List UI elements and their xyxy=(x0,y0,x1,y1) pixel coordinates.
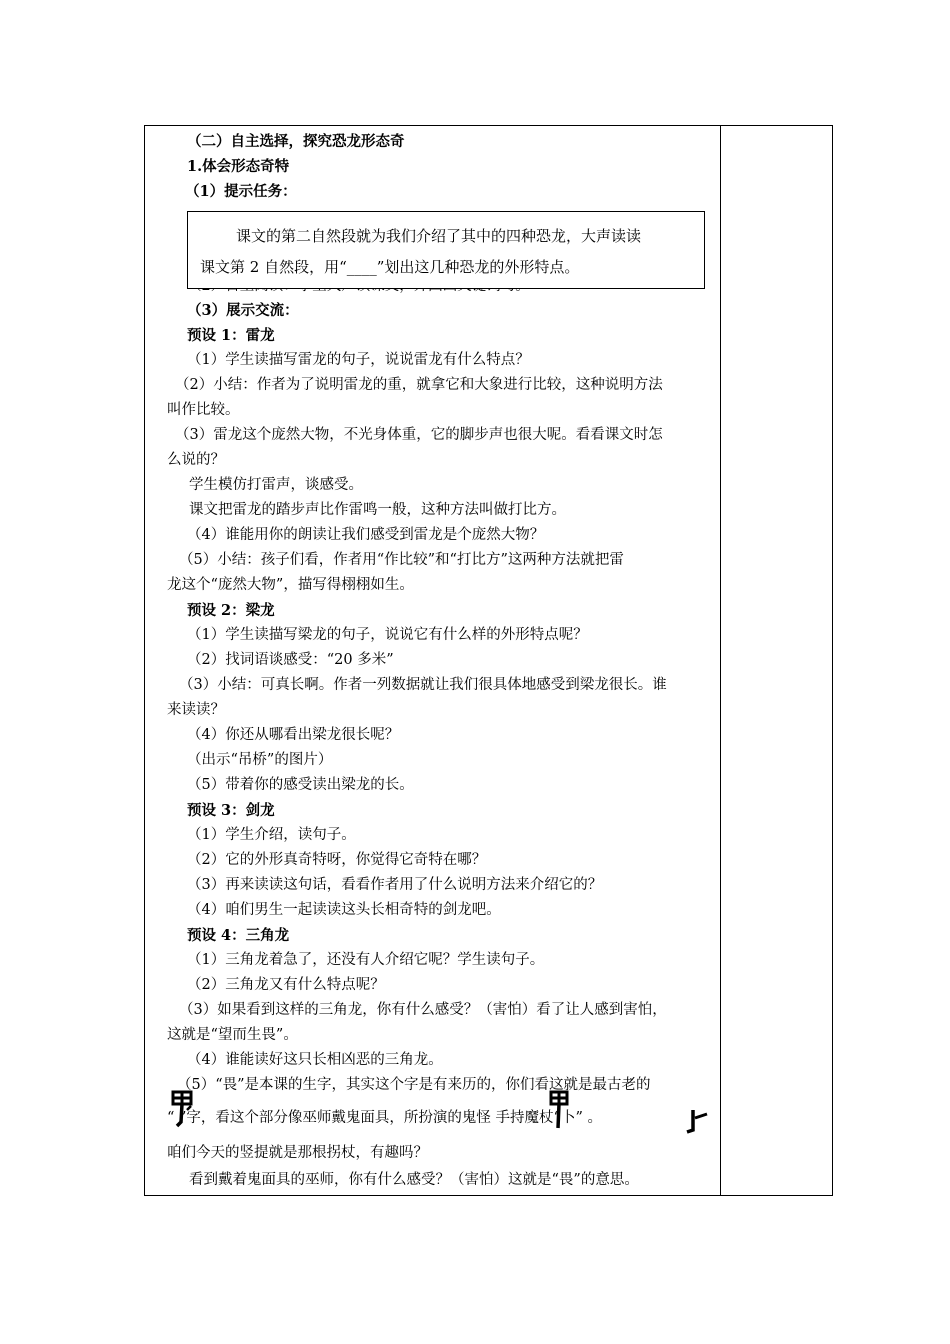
step-1-label: （1）提示任务： xyxy=(185,183,297,200)
text-line: （4）你还从哪看出梁龙很长呢？ xyxy=(187,727,400,743)
text-line: （3）再来读读这句话，看看作者用了什么说明方法来介绍它的？ xyxy=(187,877,603,893)
task-box xyxy=(187,211,705,289)
preset-heading: 预设 2：梁龙 xyxy=(187,602,275,619)
column-divider xyxy=(720,126,721,1195)
text-line: 学生模仿打雷声，谈感受。 xyxy=(189,477,363,493)
text-line: （2）找词语谈感受：“20 多米” xyxy=(187,652,394,668)
ghost-mask-glyph-icon xyxy=(547,1088,573,1132)
ancient-wei-glyph-icon xyxy=(167,1088,199,1128)
text-line: （2）小结：作者为了说明雷龙的重，就拿它和大象进行比较，这种说明方法 xyxy=(175,377,663,393)
step-3-label: （3）展示交流： xyxy=(187,302,299,319)
text-line: （1）学生读描写梁龙的句子，说说它有什么样的外形特点呢？ xyxy=(187,627,588,643)
text-line: 咱们今天的竖提就是那根拐杖，有趣吗？ xyxy=(167,1145,428,1161)
text-line: （3）如果看到这样的三角龙，你有什么感受？（害怕）看了让人感到害怕， xyxy=(179,1002,667,1018)
text-line: （4）谁能用你的朗读让我们感受到雷龙是个庞然大物？ xyxy=(187,527,545,543)
text-line: 这就是“望而生畏”。 xyxy=(167,1027,298,1043)
text-line: （2）它的外形真奇特呀，你觉得它奇特在哪？ xyxy=(187,852,487,868)
text-line: 龙这个“庞然大物”，描写得栩栩如生。 xyxy=(167,577,414,593)
text-line: （4）咱们男生一起读读这头长相奇特的剑龙吧。 xyxy=(187,902,501,918)
text-line: （1）学生读描写雷龙的句子，说说雷龙有什么特点？ xyxy=(187,352,530,368)
task-box-line-1: 课文的第二自然段就为我们介绍了其中的四种恐龙，大声读读 xyxy=(236,227,642,245)
text-line: （出示“吊桥”的图片） xyxy=(187,752,333,768)
text-line: （3）雷龙这个庞然大物，不光身体重，它的脚步声也很大呢。看看课文时怎 xyxy=(175,427,663,443)
section-title: （二）自主选择，探究恐龙形态奇 xyxy=(187,133,405,150)
preset-heading: 预设 3：剑龙 xyxy=(187,802,275,819)
text-line: 看到戴着鬼面具的巫师，你有什么感受？（害怕）这就是“畏”的意思。 xyxy=(189,1172,639,1188)
text-line: 么说的？ xyxy=(167,452,225,468)
text-line: 叫作比较。 xyxy=(167,402,240,418)
preset-heading: 预设 4：三角龙 xyxy=(187,927,290,944)
text-line: （5）小结：孩子们看，作者用“作比较”和“打比方”这两种方法就把雷 xyxy=(179,552,624,568)
text-line: （4）谁能读好这只长相凶恶的三角龙。 xyxy=(187,1052,443,1068)
preset-heading: 预设 1：雷龙 xyxy=(187,327,275,344)
lesson-content-cell xyxy=(145,126,720,1195)
text-line: （1）三角龙着急了，还没有人介绍它呢？学生读句子。 xyxy=(187,952,545,968)
text-line: （2）三角龙又有什么特点呢？ xyxy=(187,977,385,993)
text-line: （5）带着你的感受读出梁龙的长。 xyxy=(187,777,414,793)
text-line: （5）“畏”是本课的生字，其实这个字是有来历的，你们看这就是最古老的 xyxy=(177,1077,651,1093)
task-box-line-2: 课文第 2 自然段，用“____”划出这几种恐龙的外形特点。 xyxy=(200,258,580,276)
text-line: （3）小结：可真长啊。作者一列数据就让我们很具体地感受到梁龙很长。谁 xyxy=(179,677,667,693)
lesson-table xyxy=(144,125,833,1196)
text-line: 来读读？ xyxy=(167,702,225,718)
subsection-title: 1.体会形态奇特 xyxy=(187,158,290,175)
text-line: “ ”字，看这个部分像巫师戴鬼面具，所扮演的鬼怪 手持魔杖“卜” 。 xyxy=(167,1110,602,1126)
text-line: 课文把雷龙的踏步声比作雷鸣一般，这种方法叫做打比方。 xyxy=(189,502,566,518)
text-line: （1）学生介绍，读句子。 xyxy=(187,827,356,843)
magic-staff-glyph-icon xyxy=(683,1108,711,1134)
